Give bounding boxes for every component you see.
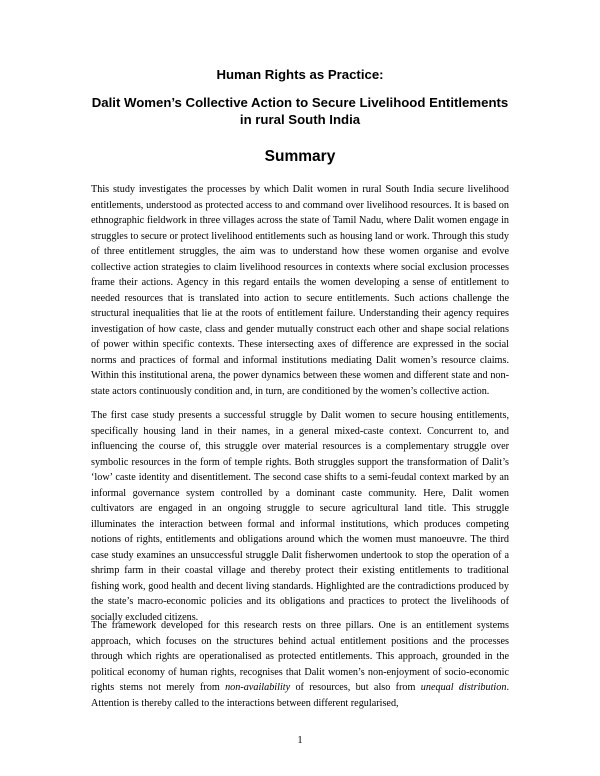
document-title-line-2: Dalit Women’s Collective Action to Secure Livelihood Entitlements [91, 95, 509, 110]
paragraph-3-text-part-1: The framework developed for this research rests on three pillars. One is an entitlement systems approach, which focuses on the structures behind actual entitlement positions and the processes through which rights are operationalised as protected entitlements. This approach, grounded in the political economy of human rights, recognises that Dalit women’s non-enjoyment of socio-economic rights stems not merely from [91, 620, 509, 693]
summary-paragraph-1: This study investigates the processes by which Dalit women in rural South India secure livelihood entitlements, understood as protected access to and command over livelihood resources. It is based on ethnographic fieldwork in three villages across the state of Tamil Nadu, where Dalit women engage in struggles to secure or protect livelihood entitlements such as housing land or work. Through this study of three entitlement struggles, the aim was to understand how these women organise and evolve collective action strategies to claim livelihood resources in contexts where social exclusion processes frame their actions. Agency in this regard entails the women developing a sense of entitlement to needed resources that is translated into action to secure entitlements. Such actions challenge the structural inequalities that lie at the roots of entitlement failure. Understanding their agency requires investigation of how caste, class and gender mutually construct each other and shape social relations of power within specific contexts. These intersecting axes of difference are expressed in the social norms and practices of formal and informal institutions mediating Dalit women’s resource claims. Within this institutional arena, the power dynamics between these women and different state and non-state actors continuously condition and, in turn, are conditioned by the women’s collective action. [91, 184, 509, 397]
section-heading-summary: Summary [264, 148, 336, 165]
paragraph-3-italic-non-availability: non-availability [225, 682, 291, 693]
paragraph-3-text-part-3: . Attention is thereby called to the interactions between different regularised, [91, 682, 509, 709]
paragraph-3-text-part-2: of resources, but also from [290, 682, 421, 693]
summary-paragraph-2: The first case study presents a successful struggle by Dalit women to secure housing entitlements, specifically housing land in their names, in a general mixed-caste context. Concurrent to, and influencing the course of, this struggle over material resources is a complementary struggle over symbolic resources in the form of temple rights. Both struggles support the transformation of Dalit’s ‘low’ caste identity and disentitlement. The second case shifts to a semi-feudal context marked by an informal governance system controlled by a dominant caste community. Here, Dalit women cultivators are engaged in an ongoing struggle to secure agricultural land title. This struggle illuminates the interaction between formal and informal institutions, which produces competing notions of rights, entitlements and obligations around which the women must manoeuvre. The third case study examines an unsuccessful struggle Dalit fisherwomen undertook to stop the operation of a shrimp farm in their coastal village and thereby protect their existing entitlements to traditional fishing work, good health and decent living standards. Highlighted are the contradictions produced by the state’s macro-economic policies and its obligations and practices to protect the livelihoods of socially excluded citizens. [91, 410, 509, 623]
paragraph-3-italic-unequal-distribution: unequal distribution [420, 682, 507, 693]
document-title-line-1: Human Rights as Practice: [216, 67, 384, 82]
page-number: 1 [297, 735, 303, 746]
document-title-line-3: in rural South India [239, 112, 361, 127]
summary-paragraph-3 [91, 618, 509, 711]
